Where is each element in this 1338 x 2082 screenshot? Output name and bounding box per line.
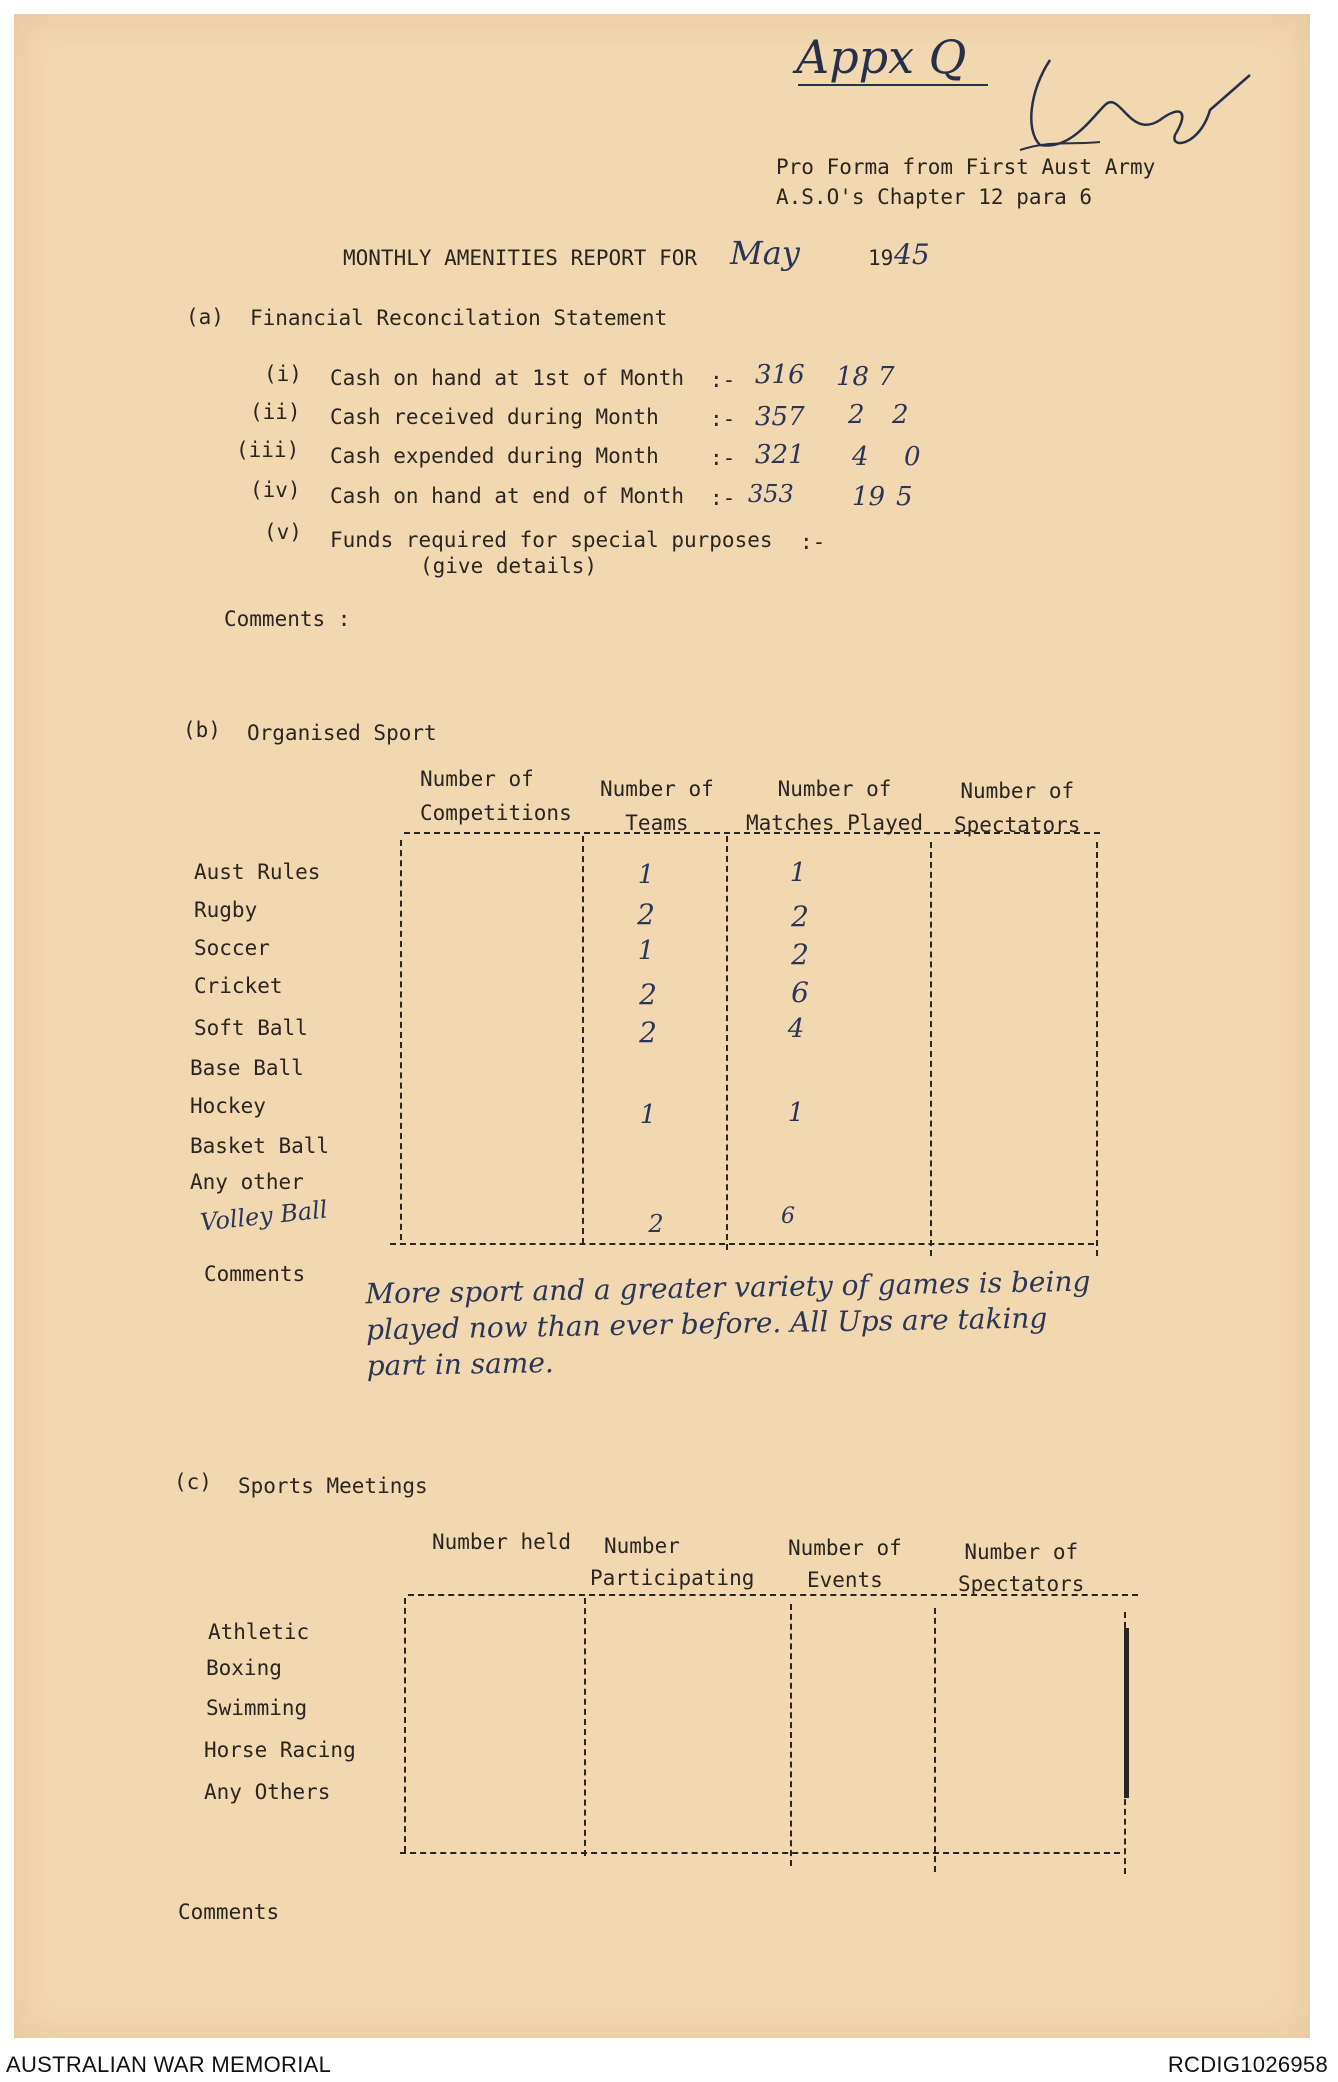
section-a-letter: (a) — [186, 305, 224, 329]
item-number: (iv) — [250, 478, 301, 502]
column-header-line: Events — [806, 1568, 883, 1592]
meetings-col-events — [788, 1532, 902, 1596]
meetings-table-bottom-border — [400, 1852, 1120, 1854]
sport-col-matches — [746, 772, 923, 840]
section-c-letter: (c) — [174, 1470, 212, 1494]
item-number: (ii) — [250, 400, 301, 424]
item-pence: 0 — [904, 442, 921, 472]
section-c-heading: Sports Meetings — [238, 1474, 428, 1498]
meetings-row-boxing: Boxing — [206, 1656, 282, 1680]
teams-value: 2 — [639, 978, 657, 1011]
column-header-line: Number of — [960, 779, 1075, 803]
column-header-line: Number held — [432, 1530, 572, 1554]
column-header-line: Number of — [777, 777, 892, 801]
sport-col-competitions — [420, 762, 572, 830]
report-title: MONTHLY AMENITIES REPORT FOR — [343, 246, 698, 270]
column-header-line: Number — [604, 1534, 680, 1558]
item-label: Funds required for special purposes — [330, 528, 773, 552]
sport-name: Soccer — [194, 936, 270, 960]
sport-name: Basket Ball — [190, 1134, 330, 1158]
item-number: (iii) — [236, 438, 300, 462]
teams-value: 1 — [637, 860, 655, 890]
item-separator: :- — [710, 368, 736, 392]
teams-value: 2 — [637, 898, 655, 931]
report-year-handwritten: 45 — [894, 238, 930, 271]
section-a-heading: Financial Reconcilation Statement — [250, 306, 668, 330]
meetings-table-top-border — [408, 1594, 1138, 1596]
item-separator: :- — [710, 407, 736, 431]
item-shillings: 2 — [848, 400, 865, 430]
item-pounds: 321 — [755, 440, 805, 470]
report-year-printed: 19 — [868, 246, 894, 270]
meetings-row-swimming: Swimming — [206, 1696, 308, 1720]
sport-table-right-border — [1096, 842, 1098, 1256]
meetings-table-divider-3 — [934, 1608, 936, 1872]
matches-value: 2 — [791, 938, 809, 971]
item-separator: :- — [710, 446, 736, 470]
item-pence: 5 — [896, 482, 913, 512]
sport-table-top-border — [404, 832, 1100, 834]
appendix-mark: Appx Q — [796, 30, 967, 84]
item-shillings: 18 — [836, 362, 870, 392]
item-label: Cash expended during Month — [330, 444, 659, 468]
comment-line: played now than ever before. All Ups are taking — [365, 1301, 1048, 1347]
meetings-col-spectators — [958, 1536, 1084, 1600]
meetings-row-horse-racing: Horse Racing — [204, 1738, 356, 1762]
item-number: (i) — [264, 362, 302, 386]
sport-comments-text — [365, 1264, 1092, 1385]
teams-value: 2 — [639, 1016, 657, 1049]
column-header-line: Number of — [964, 1540, 1079, 1564]
column-header-line: Competitions — [420, 801, 572, 825]
sport-name: Rugby — [194, 898, 258, 922]
give-details-note: (give details) — [420, 554, 598, 578]
item-pence: 7 — [878, 362, 895, 392]
item-number: (v) — [264, 520, 302, 544]
sport-table-left-border — [400, 840, 402, 1240]
section-b-heading: Organised Sport — [247, 721, 437, 745]
column-header-line: Participating — [590, 1566, 755, 1590]
sport-name: Base Ball — [190, 1056, 304, 1080]
column-header-line: Number of — [788, 1536, 902, 1560]
matches-value: 2 — [791, 900, 809, 933]
column-header-line: Spectators — [954, 813, 1081, 837]
section-b-letter: (b) — [183, 718, 221, 742]
meetings-col-held — [432, 1526, 571, 1558]
sport-name: Aust Rules — [194, 860, 321, 884]
footer-record-id: RCDIG1026958 — [1167, 2052, 1328, 2077]
column-header-line: Number of — [600, 777, 714, 801]
item-separator: :- — [710, 486, 736, 510]
matches-value: 1 — [787, 1098, 805, 1128]
matches-value: 1 — [789, 858, 807, 888]
meetings-table-divider-1 — [584, 1598, 586, 1856]
column-header-line: Number of — [420, 767, 534, 791]
sport-name: Any other — [190, 1170, 304, 1194]
pro-forma-line-1: Pro Forma from First Aust Army — [776, 155, 1156, 179]
item-label: Cash on hand at end of Month — [330, 484, 685, 508]
teams-value: 2 — [648, 1210, 664, 1238]
meetings-col-participating — [590, 1530, 754, 1594]
comment-line: More sport and a greater variety of games is being — [365, 1264, 1091, 1311]
meetings-comments-label: Comments — [178, 1900, 280, 1924]
footer-archive-name: AUSTRALIAN WAR MEMORIAL — [6, 2052, 332, 2077]
sport-name: Cricket — [194, 974, 283, 998]
report-month: May — [730, 234, 800, 272]
item-pence: 2 — [892, 400, 909, 430]
matches-value: 6 — [781, 1204, 795, 1229]
item-pounds: 357 — [755, 402, 805, 432]
column-header-line: Teams — [625, 811, 689, 835]
matches-value: 6 — [791, 976, 809, 1009]
sport-table-divider-3 — [930, 842, 932, 1256]
item-label: Cash on hand at 1st of Month — [330, 366, 685, 390]
sport-comments-label: Comments — [204, 1262, 306, 1286]
sport-name: Soft Ball — [194, 1016, 308, 1040]
meetings-row-athletic: Athletic — [208, 1620, 310, 1644]
comment-line: part in same. — [366, 1346, 555, 1383]
teams-value: 1 — [639, 1100, 657, 1130]
meetings-row-any-others: Any Others — [204, 1780, 331, 1804]
item-label: Cash received during Month — [330, 405, 659, 429]
item-pounds: 316 — [755, 360, 805, 390]
ink-mark — [1124, 1628, 1129, 1798]
pro-forma-line-2: A.S.O's Chapter 12 para 6 — [776, 185, 1093, 209]
meetings-table-left-border — [404, 1598, 406, 1852]
column-header-line: Spectators — [958, 1572, 1085, 1596]
signature-scribble — [1010, 50, 1260, 160]
item-shillings: 19 — [852, 482, 886, 512]
sport-table-divider-2 — [726, 836, 728, 1250]
sport-name: Volley Ball — [198, 1195, 329, 1237]
meetings-table-divider-2 — [790, 1604, 792, 1866]
item-separator: :- — [800, 530, 826, 554]
sport-name: Hockey — [190, 1094, 266, 1118]
appendix-underline — [798, 84, 988, 86]
item-shillings: 4 — [852, 442, 869, 472]
sport-table-divider-1 — [582, 836, 584, 1244]
column-header-line: Matches Played — [746, 811, 924, 835]
teams-value: 1 — [637, 936, 655, 966]
sport-col-teams — [600, 772, 714, 840]
financial-comments-label: Comments : — [224, 607, 351, 631]
item-pounds: 353 — [748, 480, 794, 508]
matches-value: 4 — [787, 1014, 805, 1044]
sport-table-bottom-border — [390, 1243, 1094, 1245]
